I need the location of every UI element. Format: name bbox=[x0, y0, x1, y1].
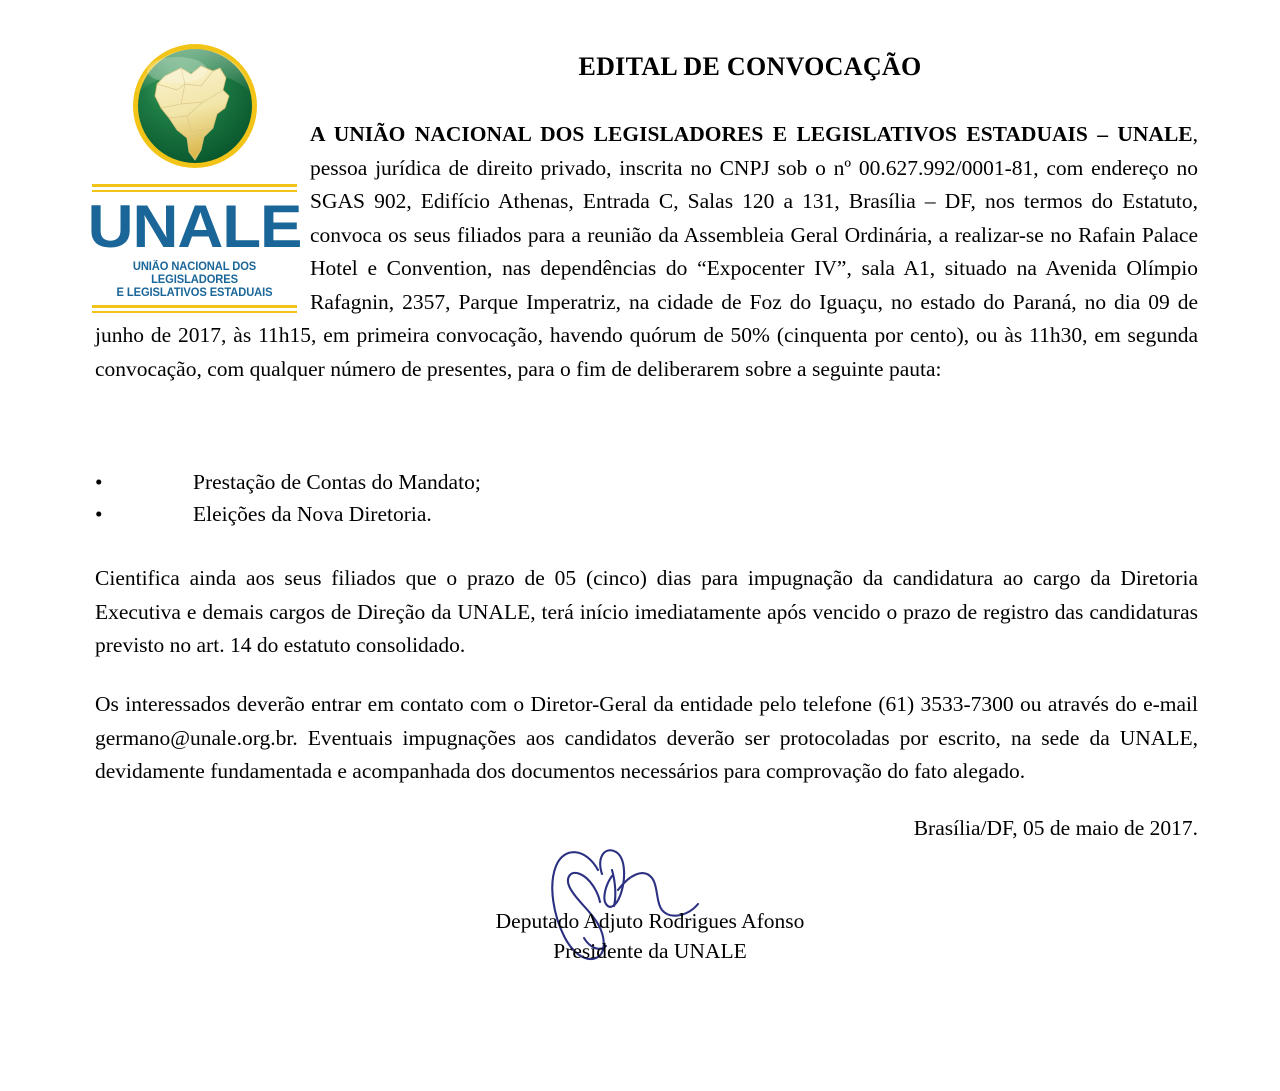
page-title: EDITAL DE CONVOCAÇÃO bbox=[578, 52, 922, 81]
impugnacao-paragraph: Cientifica ainda aos seus filiados que o prazo de 05 (cinco) dias para impugnação da candidatura ao cargo da Diretoria Executiva e demais cargos de Direção da UNALE, terá início imediatamente após vencido o prazo de registro das candidaturas previsto no art. 14 do estatuto consolidado. bbox=[95, 566, 1198, 657]
bullet-icon: • bbox=[95, 470, 103, 494]
signatory-role: Presidente da UNALE bbox=[553, 939, 747, 963]
signatory-name: Deputado Adjuto Rodrigues Afonso bbox=[495, 909, 805, 933]
closing-date: Brasília/DF, 05 de maio de 2017. bbox=[913, 816, 1198, 840]
list-item-label: Eleições da Nova Diretoria. bbox=[193, 502, 432, 526]
opening-paragraph bbox=[95, 118, 1198, 386]
list-item bbox=[95, 498, 1198, 530]
list-item-label: Prestação de Contas do Mandato; bbox=[193, 470, 481, 494]
opening-paragraph-text: , pessoa jurídica de direito privado, inscrita no CNPJ sob o nº 00.627.992/0001-81, com endereço no SGAS 902, Edifício Athenas, Entrada C, Salas 120 a 131, Brasília – DF, nos termos do Estatuto, convoca os seus filiados para a reunião da Assembleia Geral Ordinária, a realizar-se no Rafain Palace Hotel e Convention, nas dependências do “Expocenter IV”, sala A1, situado na Avenida Olímpio Rafagnin, 2357, Parque Imperatriz, na cidade de Foz do Iguaçu, no estado do Paraná, no dia 09 de junho de 2017, às 11h15, em primeira convocação, havendo quórum de 50% (cinquenta por cento), ou às 11h30, em segunda convocação, com qualquer número de presentes, para o fim de deliberarem sobre a seguinte pauta: bbox=[95, 122, 1198, 381]
entity-name: A UNIÃO NACIONAL DOS LEGISLADORES E LEGISLATIVOS ESTADUAIS – UNALE bbox=[310, 122, 1193, 146]
agenda-list bbox=[95, 466, 1198, 530]
signature-block bbox=[400, 840, 900, 980]
signatory bbox=[400, 906, 900, 966]
logo-wordmark: UNALE bbox=[87, 193, 302, 260]
contato-paragraph: Os interessados deverão entrar em contato com o Diretor-Geral da entidade pelo telefone (61) 3533-7300 ou através do e-mail germano@unale.org.br. Eventuais impugnações aos candidatos deverão ser protocoladas por escrito, na sede da UNALE, devidamente fundamentada e acompanhada dos documentos necessários para comprovação do fato alegado. bbox=[95, 692, 1198, 783]
list-item bbox=[95, 466, 1198, 498]
logo-tagline-line-2: E LEGISLATIVOS ESTADUAIS bbox=[116, 287, 273, 299]
logo-wrap-spacer bbox=[95, 118, 310, 318]
bullet-icon: • bbox=[95, 502, 103, 526]
logo-tagline-line-1: UNIÃO NACIONAL DOS LEGISLADORES bbox=[132, 261, 257, 286]
